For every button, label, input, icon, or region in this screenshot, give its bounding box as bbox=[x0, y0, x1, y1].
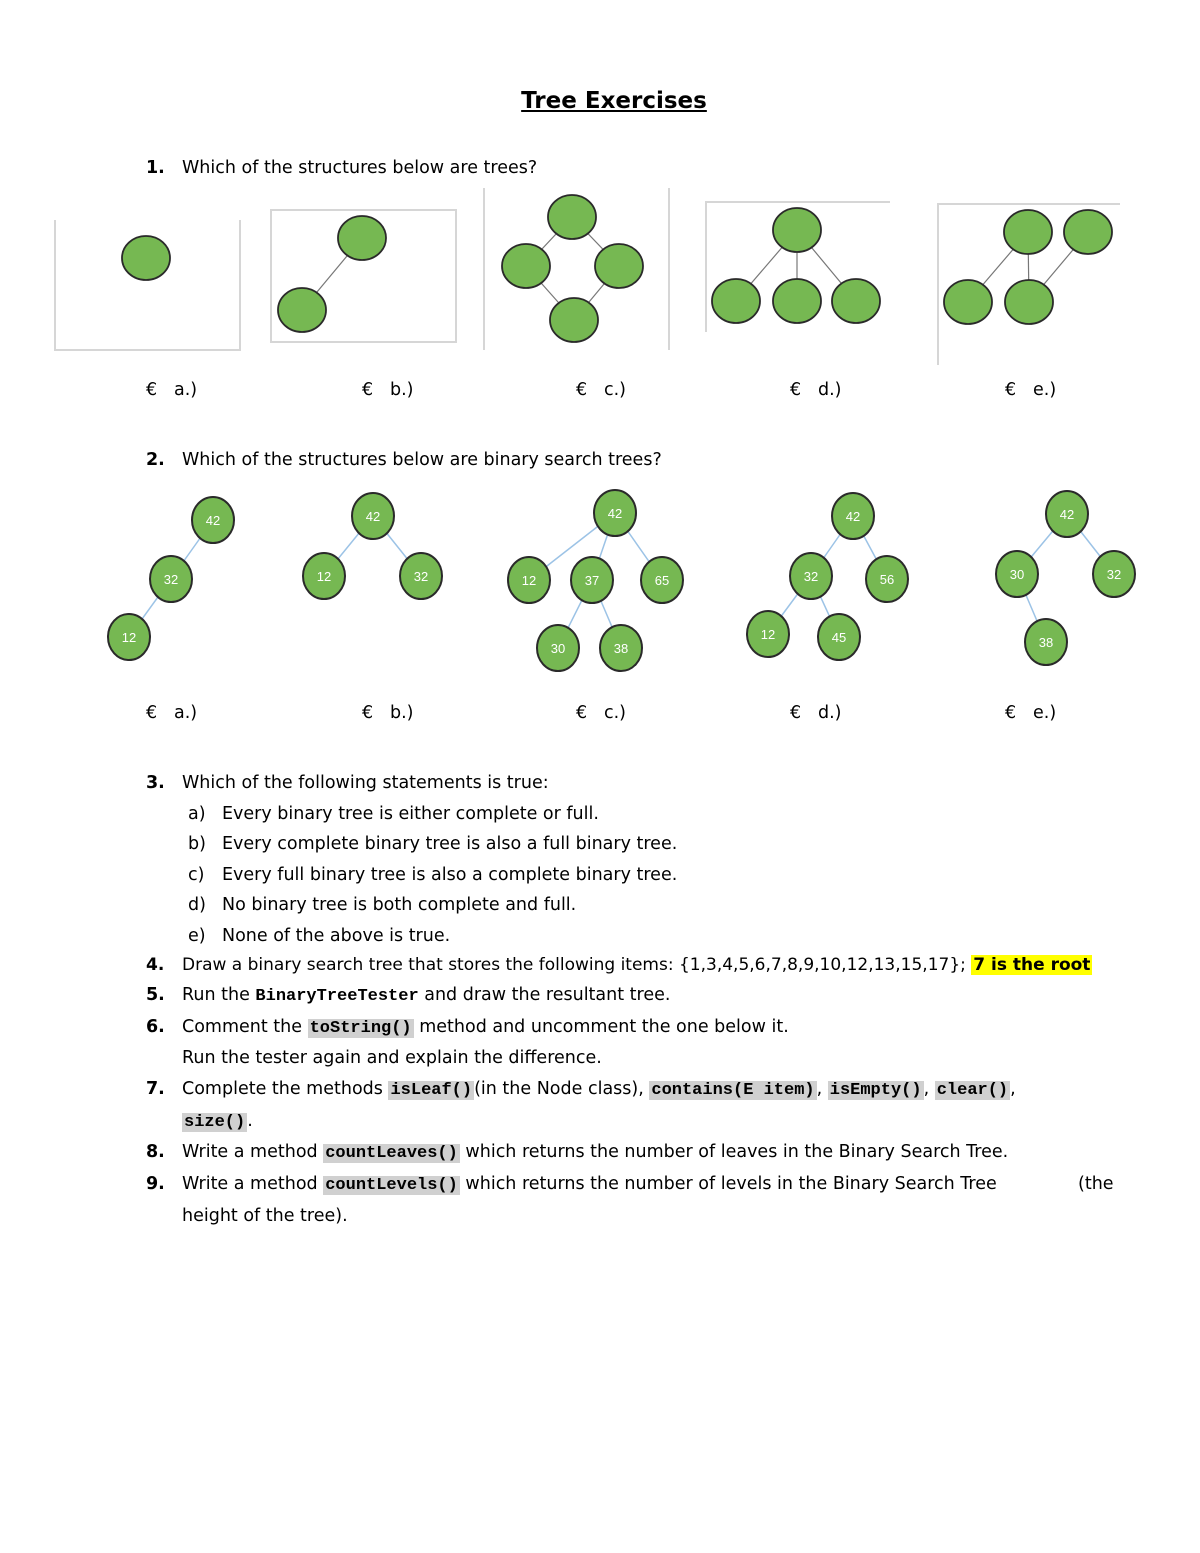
checkbox[interactable]: € bbox=[790, 703, 802, 723]
tree-node bbox=[832, 279, 880, 323]
q1-option-b[interactable] bbox=[362, 380, 414, 400]
q2-option-e[interactable] bbox=[1005, 703, 1056, 723]
q1-figures bbox=[0, 180, 1200, 370]
option-label: a.) bbox=[174, 703, 198, 723]
question-number: 6. bbox=[146, 1017, 165, 1037]
node-label: 45 bbox=[831, 630, 847, 645]
tree-node bbox=[773, 279, 821, 323]
node-label: 37 bbox=[584, 573, 600, 588]
question-text: Complete the methods isLeaf() (in the Node class), contains(E item) , isEmpty() , clear() , bbox=[182, 1079, 1016, 1100]
option-label: b.) bbox=[390, 703, 414, 723]
tree-node bbox=[548, 195, 596, 239]
question-number: 5. bbox=[146, 985, 165, 1005]
question-text: Which of the structures below are trees? bbox=[182, 158, 538, 178]
code-method: countLeaves() bbox=[325, 1144, 458, 1163]
node-label: 42 bbox=[365, 509, 381, 524]
node-label: 12 bbox=[521, 573, 537, 588]
question-9-tail: (the bbox=[1078, 1174, 1114, 1194]
option-label: a.) bbox=[174, 380, 198, 400]
code-method: isEmpty() bbox=[829, 1081, 922, 1100]
node-label: 42 bbox=[607, 506, 623, 521]
question-text: Write a method countLeaves() which returns the number of leaves in the Binary Search Tree. bbox=[182, 1142, 1009, 1163]
option-label: e.) bbox=[1033, 703, 1057, 723]
question-number: 1. bbox=[146, 158, 165, 178]
node-label: 12 bbox=[760, 627, 776, 642]
q3-item-e: e) None of the above is true. bbox=[188, 926, 451, 946]
tree-node bbox=[278, 288, 326, 332]
tree-node bbox=[338, 216, 386, 260]
node-label: 30 bbox=[550, 641, 566, 656]
option-label: e.) bbox=[1033, 380, 1057, 400]
node-label: 32 bbox=[1106, 567, 1122, 582]
question-number: 7. bbox=[146, 1079, 165, 1099]
checkbox[interactable]: € bbox=[576, 703, 588, 723]
tree-node bbox=[1004, 210, 1052, 254]
question-9-line2: height of the tree). bbox=[182, 1206, 348, 1226]
tree-node bbox=[122, 236, 170, 280]
question-text: Run the BinaryTreeTester and draw the resultant tree. bbox=[182, 985, 671, 1006]
node-label: 32 bbox=[803, 569, 819, 584]
q1-option-e[interactable] bbox=[1005, 380, 1056, 400]
question-number: 9. bbox=[146, 1174, 165, 1194]
code-method: contains(E item) bbox=[651, 1081, 815, 1100]
code-method: isLeaf() bbox=[390, 1081, 473, 1100]
checkbox[interactable]: € bbox=[362, 703, 374, 723]
checkbox[interactable]: € bbox=[146, 703, 158, 723]
question-8 bbox=[146, 1141, 1009, 1163]
node-label: 65 bbox=[654, 573, 670, 588]
question-number: 3. bbox=[146, 773, 165, 793]
option-label: d.) bbox=[818, 380, 842, 400]
q2-option-a[interactable] bbox=[146, 703, 197, 723]
question-7-line2: size() . bbox=[184, 1111, 253, 1132]
q3-item-b: b) Every complete binary tree is also a full binary tree. bbox=[188, 834, 678, 854]
node-label: 42 bbox=[845, 509, 861, 524]
question-4 bbox=[146, 954, 1091, 976]
tree-node bbox=[712, 279, 760, 323]
option-label: b.) bbox=[390, 380, 414, 400]
checkbox[interactable]: € bbox=[1005, 380, 1017, 400]
option-label: c.) bbox=[604, 380, 627, 400]
q1-option-d[interactable] bbox=[790, 380, 842, 400]
node-label: 32 bbox=[163, 572, 179, 587]
tree-node bbox=[773, 208, 821, 252]
option-label: d.) bbox=[818, 703, 842, 723]
checkbox[interactable]: € bbox=[146, 380, 158, 400]
tree-node bbox=[1005, 280, 1053, 324]
question-number: 2. bbox=[146, 450, 165, 470]
node-label: 42 bbox=[205, 513, 221, 528]
tree-node bbox=[944, 280, 992, 324]
q3-item-a: a) Every binary tree is either complete or full. bbox=[188, 804, 599, 824]
node-label: 42 bbox=[1059, 507, 1075, 522]
q2-figures bbox=[0, 480, 1200, 690]
question-text: Which of the following statements is true: bbox=[182, 773, 549, 793]
question-3 bbox=[146, 772, 549, 794]
page-title: Tree Exercises bbox=[521, 88, 707, 114]
question-number: 8. bbox=[146, 1142, 165, 1162]
q2-option-c[interactable] bbox=[576, 703, 626, 723]
q1-option-c[interactable] bbox=[576, 380, 626, 400]
question-9 bbox=[146, 1173, 997, 1195]
question-text: Draw a binary search tree that stores the following items: {1,3,4,5,6,7,8,9,10,12,13,15,17}; 7 is the root bbox=[182, 955, 1091, 975]
q2-option-b[interactable] bbox=[362, 703, 414, 723]
code-method: size() bbox=[184, 1113, 246, 1132]
question-number: 4. bbox=[146, 955, 165, 975]
option-label: c.) bbox=[604, 703, 627, 723]
tree-node bbox=[595, 244, 643, 288]
question-text: Comment the toString() method and uncomment the one below it. bbox=[182, 1017, 789, 1038]
question-7 bbox=[146, 1078, 1016, 1100]
code-method: clear() bbox=[936, 1081, 1009, 1100]
question-text: Which of the structures below are binary search trees? bbox=[182, 450, 662, 470]
node-label: 12 bbox=[121, 630, 137, 645]
node-label: 38 bbox=[613, 641, 629, 656]
checkbox[interactable]: € bbox=[362, 380, 374, 400]
question-6 bbox=[146, 1016, 789, 1038]
q3-item-c: c) Every full binary tree is also a complete binary tree. bbox=[188, 865, 678, 885]
code-method: toString() bbox=[309, 1019, 412, 1038]
question-5 bbox=[146, 984, 671, 1006]
tree-node bbox=[502, 244, 550, 288]
node-label: 38 bbox=[1038, 635, 1054, 650]
code-class-name: BinaryTreeTester bbox=[255, 987, 419, 1006]
checkbox[interactable]: € bbox=[790, 380, 802, 400]
node-label: 56 bbox=[879, 572, 895, 587]
root-highlight: 7 is the root bbox=[973, 955, 1091, 975]
code-method: countLevels() bbox=[325, 1176, 458, 1195]
node-label: 32 bbox=[413, 569, 429, 584]
tree-node bbox=[550, 298, 598, 342]
checkbox[interactable]: € bbox=[1005, 703, 1017, 723]
q1-option-a[interactable] bbox=[146, 380, 197, 400]
question-6-line2: Run the tester again and explain the difference. bbox=[182, 1048, 602, 1068]
node-label: 30 bbox=[1009, 567, 1025, 582]
question-2 bbox=[146, 449, 662, 471]
q2-option-d[interactable] bbox=[790, 703, 842, 723]
tree-node bbox=[1064, 210, 1112, 254]
node-label: 12 bbox=[316, 569, 332, 584]
checkbox[interactable]: € bbox=[576, 380, 588, 400]
q3-item-d: d) No binary tree is both complete and full. bbox=[188, 895, 577, 915]
question-1 bbox=[146, 157, 538, 179]
question-text: Write a method countLevels() which returns the number of levels in the Binary Search Tree bbox=[182, 1174, 997, 1195]
